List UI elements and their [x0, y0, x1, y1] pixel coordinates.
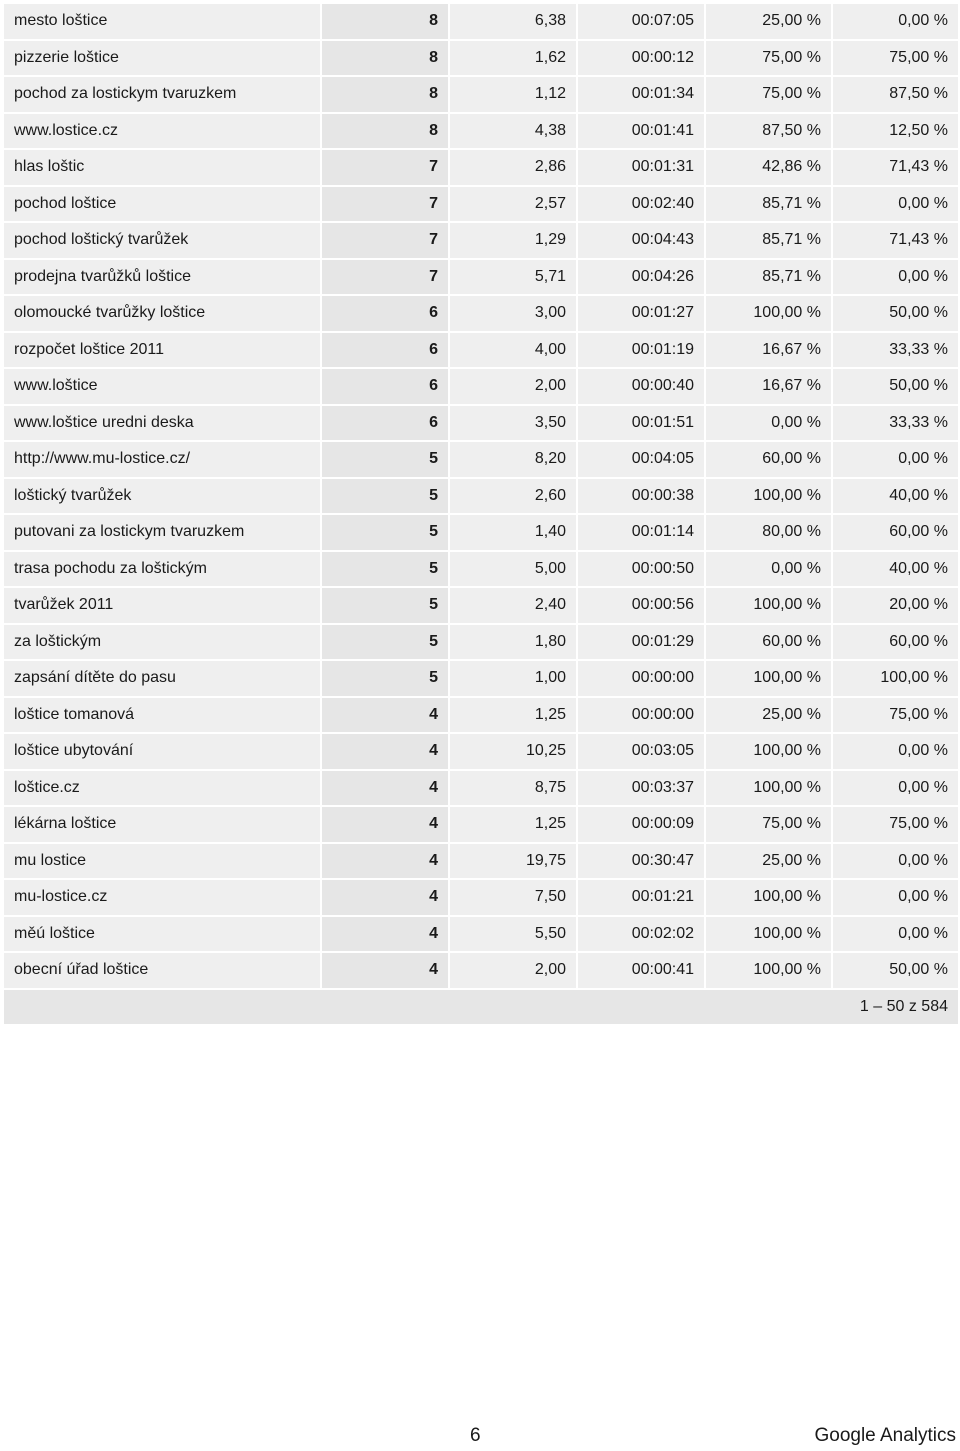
avg-duration-cell: 00:01:34: [577, 76, 705, 113]
bounce-rate-cell: 33,33 %: [832, 332, 959, 369]
avg-duration-cell: 00:00:09: [577, 806, 705, 843]
bounce-rate-cell: 75,00 %: [832, 806, 959, 843]
pages-per-visit-cell: 3,50: [449, 405, 577, 442]
avg-duration-cell: 00:00:12: [577, 40, 705, 77]
keyword-cell: hlas loštic: [3, 149, 321, 186]
pages-per-visit-cell: 10,25: [449, 733, 577, 770]
pages-per-visit-cell: 2,57: [449, 186, 577, 223]
bounce-rate-cell: 0,00 %: [832, 916, 959, 953]
bounce-rate-cell: 0,00 %: [832, 733, 959, 770]
avg-duration-cell: 00:01:41: [577, 113, 705, 150]
new-visits-cell: 100,00 %: [705, 916, 832, 953]
pagination-row: [3, 989, 959, 1025]
new-visits-cell: 100,00 %: [705, 660, 832, 697]
new-visits-cell: 100,00 %: [705, 478, 832, 515]
pages-per-visit-cell: 1,62: [449, 40, 577, 77]
avg-duration-cell: 00:01:31: [577, 149, 705, 186]
avg-duration-cell: 00:02:40: [577, 186, 705, 223]
pages-per-visit-cell: 1,40: [449, 514, 577, 551]
new-visits-cell: 100,00 %: [705, 733, 832, 770]
visits-cell: 5: [321, 587, 449, 624]
table-row: [3, 952, 959, 989]
bounce-rate-cell: 71,43 %: [832, 149, 959, 186]
visits-cell: 8: [321, 76, 449, 113]
keyword-cell: měú loštice: [3, 916, 321, 953]
visits-cell: 8: [321, 40, 449, 77]
avg-duration-cell: 00:04:26: [577, 259, 705, 296]
report-table-body: [3, 3, 959, 989]
keyword-cell: pochod loštický tvarůžek: [3, 222, 321, 259]
keyword-cell: zapsání dítěte do pasu: [3, 660, 321, 697]
bounce-rate-cell: 60,00 %: [832, 514, 959, 551]
keyword-cell: pizzerie loštice: [3, 40, 321, 77]
table-row: [3, 259, 959, 296]
table-row: [3, 186, 959, 223]
pages-per-visit-cell: 1,80: [449, 624, 577, 661]
keyword-cell: trasa pochodu za loštickým: [3, 551, 321, 588]
pages-per-visit-cell: 4,38: [449, 113, 577, 150]
visits-cell: 5: [321, 551, 449, 588]
new-visits-cell: 100,00 %: [705, 952, 832, 989]
visits-cell: 7: [321, 186, 449, 223]
avg-duration-cell: 00:00:50: [577, 551, 705, 588]
avg-duration-cell: 00:01:29: [577, 624, 705, 661]
table-row: [3, 76, 959, 113]
avg-duration-cell: 00:00:00: [577, 697, 705, 734]
visits-cell: 4: [321, 697, 449, 734]
bounce-rate-cell: 50,00 %: [832, 952, 959, 989]
new-visits-cell: 16,67 %: [705, 368, 832, 405]
keyword-cell: rozpočet loštice 2011: [3, 332, 321, 369]
keyword-cell: pochod za lostickym tvaruzkem: [3, 76, 321, 113]
bounce-rate-cell: 0,00 %: [832, 879, 959, 916]
page-number: 6: [470, 1425, 481, 1446]
new-visits-cell: 0,00 %: [705, 551, 832, 588]
visits-cell: 4: [321, 770, 449, 807]
bounce-rate-cell: 33,33 %: [832, 405, 959, 442]
keyword-cell: putovani za lostickym tvaruzkem: [3, 514, 321, 551]
visits-cell: 5: [321, 478, 449, 515]
keyword-cell: www.lostice.cz: [3, 113, 321, 150]
visits-cell: 6: [321, 405, 449, 442]
new-visits-cell: 75,00 %: [705, 76, 832, 113]
bounce-rate-cell: 40,00 %: [832, 478, 959, 515]
table-row: [3, 733, 959, 770]
avg-duration-cell: 00:01:14: [577, 514, 705, 551]
new-visits-cell: 25,00 %: [705, 843, 832, 880]
keyword-cell: lékárna loštice: [3, 806, 321, 843]
bounce-rate-cell: 12,50 %: [832, 113, 959, 150]
avg-duration-cell: 00:00:00: [577, 660, 705, 697]
keyword-cell: pochod loštice: [3, 186, 321, 223]
table-row: [3, 405, 959, 442]
table-row: [3, 514, 959, 551]
visits-cell: 4: [321, 843, 449, 880]
visits-cell: 7: [321, 149, 449, 186]
avg-duration-cell: 00:00:40: [577, 368, 705, 405]
visits-cell: 6: [321, 295, 449, 332]
new-visits-cell: 100,00 %: [705, 295, 832, 332]
table-row: [3, 587, 959, 624]
table-row: [3, 113, 959, 150]
visits-cell: 7: [321, 259, 449, 296]
visits-cell: 7: [321, 222, 449, 259]
new-visits-cell: 85,71 %: [705, 259, 832, 296]
avg-duration-cell: 00:00:38: [577, 478, 705, 515]
pages-per-visit-cell: 7,50: [449, 879, 577, 916]
table-row: [3, 441, 959, 478]
pages-per-visit-cell: 19,75: [449, 843, 577, 880]
table-row: [3, 368, 959, 405]
avg-duration-cell: 00:01:19: [577, 332, 705, 369]
new-visits-cell: 100,00 %: [705, 770, 832, 807]
pages-per-visit-cell: 1,25: [449, 697, 577, 734]
avg-duration-cell: 00:30:47: [577, 843, 705, 880]
avg-duration-cell: 00:03:05: [577, 733, 705, 770]
keyword-cell: mu lostice: [3, 843, 321, 880]
pages-per-visit-cell: 2,00: [449, 952, 577, 989]
keyword-report-table: [2, 2, 960, 1026]
visits-cell: 6: [321, 368, 449, 405]
avg-duration-cell: 00:01:21: [577, 879, 705, 916]
keyword-cell: loštice tomanová: [3, 697, 321, 734]
new-visits-cell: 100,00 %: [705, 587, 832, 624]
visits-cell: 5: [321, 441, 449, 478]
table-row: [3, 770, 959, 807]
visits-cell: 4: [321, 916, 449, 953]
visits-cell: 4: [321, 806, 449, 843]
visits-cell: 4: [321, 733, 449, 770]
table-row: [3, 149, 959, 186]
bounce-rate-cell: 100,00 %: [832, 660, 959, 697]
new-visits-cell: 100,00 %: [705, 879, 832, 916]
bounce-rate-cell: 50,00 %: [832, 368, 959, 405]
bounce-rate-cell: 60,00 %: [832, 624, 959, 661]
bounce-rate-cell: 20,00 %: [832, 587, 959, 624]
pages-per-visit-cell: 1,25: [449, 806, 577, 843]
new-visits-cell: 75,00 %: [705, 40, 832, 77]
keyword-cell: loštice ubytování: [3, 733, 321, 770]
keyword-cell: prodejna tvarůžků loštice: [3, 259, 321, 296]
pages-per-visit-cell: 5,00: [449, 551, 577, 588]
avg-duration-cell: 00:03:37: [577, 770, 705, 807]
bounce-rate-cell: 0,00 %: [832, 259, 959, 296]
avg-duration-cell: 00:01:51: [577, 405, 705, 442]
new-visits-cell: 42,86 %: [705, 149, 832, 186]
pagination-label: 1 – 50 z 584: [3, 989, 959, 1025]
bounce-rate-cell: 0,00 %: [832, 186, 959, 223]
pages-per-visit-cell: 1,29: [449, 222, 577, 259]
keyword-cell: www.loštice uredni deska: [3, 405, 321, 442]
pages-per-visit-cell: 8,20: [449, 441, 577, 478]
keyword-cell: za loštickým: [3, 624, 321, 661]
pages-per-visit-cell: 4,00: [449, 332, 577, 369]
table-row: [3, 3, 959, 40]
avg-duration-cell: 00:02:02: [577, 916, 705, 953]
new-visits-cell: 60,00 %: [705, 624, 832, 661]
keyword-cell: loštice.cz: [3, 770, 321, 807]
table-row: [3, 222, 959, 259]
new-visits-cell: 87,50 %: [705, 113, 832, 150]
bounce-rate-cell: 0,00 %: [832, 843, 959, 880]
keyword-cell: http://www.mu-lostice.cz/: [3, 441, 321, 478]
new-visits-cell: 85,71 %: [705, 186, 832, 223]
avg-duration-cell: 00:00:41: [577, 952, 705, 989]
pages-per-visit-cell: 2,86: [449, 149, 577, 186]
avg-duration-cell: 00:04:05: [577, 441, 705, 478]
pages-per-visit-cell: 3,00: [449, 295, 577, 332]
bounce-rate-cell: 87,50 %: [832, 76, 959, 113]
visits-cell: 8: [321, 3, 449, 40]
table-row: [3, 624, 959, 661]
avg-duration-cell: 00:01:27: [577, 295, 705, 332]
keyword-cell: obecní úřad loštice: [3, 952, 321, 989]
pages-per-visit-cell: 5,50: [449, 916, 577, 953]
keyword-cell: mu-lostice.cz: [3, 879, 321, 916]
pages-per-visit-cell: 8,75: [449, 770, 577, 807]
bounce-rate-cell: 75,00 %: [832, 697, 959, 734]
bounce-rate-cell: 71,43 %: [832, 222, 959, 259]
table-row: [3, 660, 959, 697]
bounce-rate-cell: 0,00 %: [832, 770, 959, 807]
keyword-cell: www.loštice: [3, 368, 321, 405]
keyword-cell: olomoucké tvarůžky loštice: [3, 295, 321, 332]
avg-duration-cell: 00:04:43: [577, 222, 705, 259]
pages-per-visit-cell: 2,40: [449, 587, 577, 624]
new-visits-cell: 60,00 %: [705, 441, 832, 478]
pages-per-visit-cell: 1,12: [449, 76, 577, 113]
bounce-rate-cell: 0,00 %: [832, 441, 959, 478]
table-row: [3, 916, 959, 953]
new-visits-cell: 25,00 %: [705, 697, 832, 734]
bounce-rate-cell: 75,00 %: [832, 40, 959, 77]
pages-per-visit-cell: 2,00: [449, 368, 577, 405]
visits-cell: 6: [321, 332, 449, 369]
new-visits-cell: 16,67 %: [705, 332, 832, 369]
table-row: [3, 295, 959, 332]
table-row: [3, 551, 959, 588]
avg-duration-cell: 00:07:05: [577, 3, 705, 40]
visits-cell: 5: [321, 514, 449, 551]
pages-per-visit-cell: 1,00: [449, 660, 577, 697]
new-visits-cell: 25,00 %: [705, 3, 832, 40]
footer-brand: Google Analytics: [814, 1425, 956, 1446]
pages-per-visit-cell: 5,71: [449, 259, 577, 296]
keyword-cell: mesto loštice: [3, 3, 321, 40]
table-row: [3, 697, 959, 734]
table-row: [3, 478, 959, 515]
avg-duration-cell: 00:00:56: [577, 587, 705, 624]
visits-cell: 4: [321, 952, 449, 989]
new-visits-cell: 75,00 %: [705, 806, 832, 843]
new-visits-cell: 0,00 %: [705, 405, 832, 442]
new-visits-cell: 85,71 %: [705, 222, 832, 259]
table-row: [3, 879, 959, 916]
new-visits-cell: 80,00 %: [705, 514, 832, 551]
table-row: [3, 40, 959, 77]
pages-per-visit-cell: 2,60: [449, 478, 577, 515]
visits-cell: 8: [321, 113, 449, 150]
bounce-rate-cell: 50,00 %: [832, 295, 959, 332]
bounce-rate-cell: 0,00 %: [832, 3, 959, 40]
keyword-cell: tvarůžek 2011: [3, 587, 321, 624]
table-row: [3, 806, 959, 843]
visits-cell: 5: [321, 624, 449, 661]
bounce-rate-cell: 40,00 %: [832, 551, 959, 588]
visits-cell: 4: [321, 879, 449, 916]
keyword-cell: loštický tvarůžek: [3, 478, 321, 515]
table-row: [3, 843, 959, 880]
pages-per-visit-cell: 6,38: [449, 3, 577, 40]
visits-cell: 5: [321, 660, 449, 697]
table-row: [3, 332, 959, 369]
